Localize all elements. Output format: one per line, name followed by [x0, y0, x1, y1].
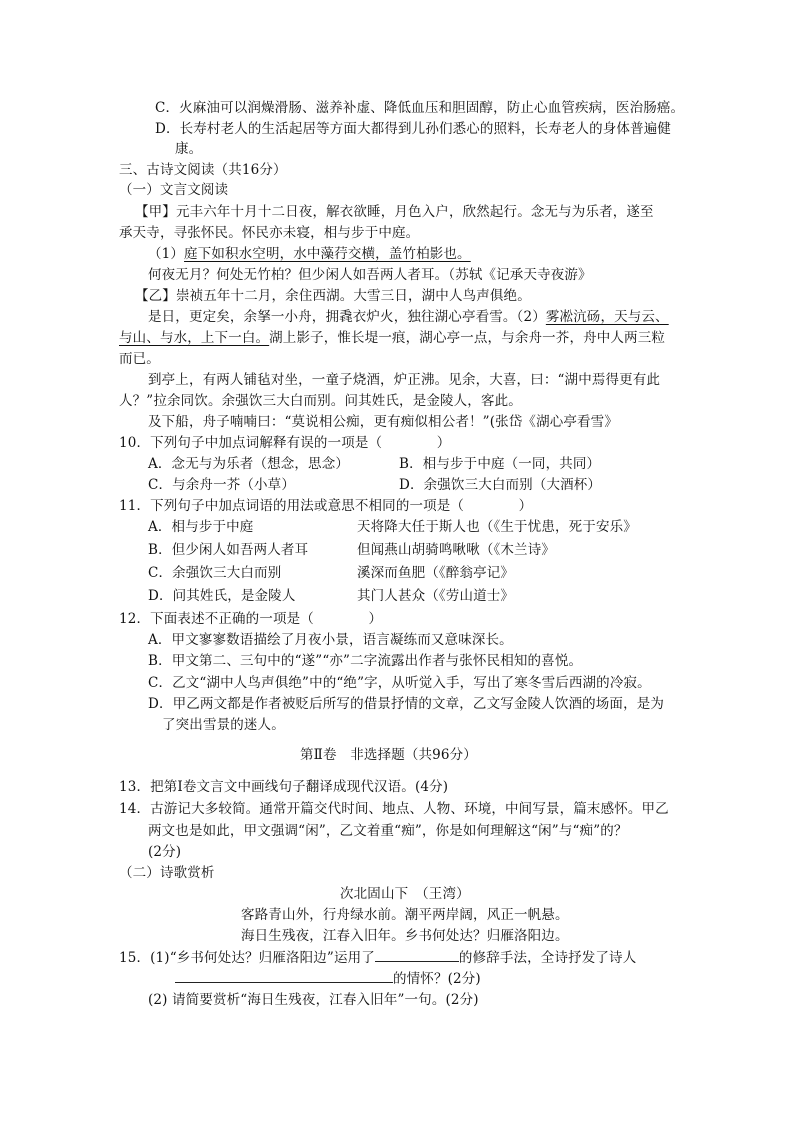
section3-heading: 三、古诗文阅读（共16分）	[119, 162, 287, 178]
poetry-section-heading: （二）诗歌赏析	[119, 865, 215, 881]
q13: 13．把第Ⅰ卷文言文中画线句子翻译成现代汉语。(4分)	[119, 779, 449, 795]
passage-jia-line1: 【甲】元丰六年十月十二日夜，解衣欲睡，月色入户，欣然起行。念无与为乐者，遂至	[135, 204, 654, 220]
q9-option-c: C．火麻油可以润燥滑肠、滋养补虚、降低血压和胆固醇，防止心血管疾病，医治肠癌。	[155, 100, 685, 116]
q14-line3: (2分)	[148, 844, 182, 860]
sentence-number: （1）	[148, 246, 185, 262]
q15-part1-text-cont: 的修辞手法，全诗抒发了诗人	[458, 950, 637, 966]
q10-option-a: A．念无与为乐者（想念，思念）	[148, 456, 349, 472]
q11-option-d: D．问其姓氏，是金陵人	[148, 588, 296, 604]
underlined-sentence-2a: 雾凇沆砀，天与云、	[545, 309, 669, 325]
q10-option-c: C．与余舟一芥（小草）	[148, 477, 295, 493]
passage-jia-line4: 何夜无月？何处无竹柏？但少闲人如吾两人者耳。（苏轼《记承天寺夜游》	[148, 267, 592, 283]
q12-stem: 12．下面表述不正确的一项是（ ）	[119, 611, 383, 627]
poem-line1: 客路青山外，行舟绿水前。潮平两岸阔，风正一帆悬。	[241, 907, 569, 923]
answer-blank-emotion[interactable]	[175, 970, 393, 983]
q10-option-b: B．相与步于中庭（一同，共同）	[399, 456, 601, 472]
q12-option-a: A．甲文寥寥数语描绘了月夜小景，语言凝练而又意味深长。	[148, 632, 513, 648]
q10-option-d: D．余强饮三大白而别（大酒杯）	[399, 477, 602, 493]
passage-jia-line2: 承天寺，寻张怀民。怀民亦未寝，相与步于中庭。	[119, 225, 420, 241]
passage-jia-line3	[148, 245, 471, 263]
q11-option-b: B．但少闲人如吾两人者耳	[148, 542, 309, 558]
underlined-sentence-2b: 与山、与水，上下一白。	[119, 330, 270, 346]
q15-part1-text-end: 的情怀？(2分)	[393, 971, 481, 987]
passage-yi-line2	[148, 308, 669, 326]
q11-option-a: A．相与步于中庭	[148, 519, 254, 535]
q12-option-c: C．乙文“湖中人鸟声俱绝”中的“绝”字，从听觉入手，写出了寒冬雪后西湖的冷寂。	[148, 675, 651, 691]
q14-line1: 14．古游记大多较简。通常开篇交代时间、地点、人物、环境，中间写景，篇末感怀。甲乙	[119, 801, 669, 817]
q9-option-d-line2: 康。	[175, 141, 203, 157]
q14-line2: 两文也是如此，甲文强调“闲”，乙文着重“痴”，你是如何理解这“闲”与“痴”的？	[148, 823, 628, 839]
passage-yi-line2-text: 是日，更定矣，余拏一小舟，拥毳衣炉火，独往湖心亭看雪。（2）	[148, 309, 546, 325]
q11-option-b-compare: 但闻燕山胡骑鸣啾啾（《木兰诗》	[357, 542, 555, 558]
answer-blank-rhetoric[interactable]	[375, 949, 459, 962]
q9-option-d-line1: D．长寿村老人的生活起居等方面大都得到儿孙们悉心的照料，长寿老人的身体普遍健	[155, 121, 672, 137]
q12-option-d-line2: 了突出雪景的迷人。	[162, 717, 285, 733]
q15-part2: (2) 请简要赏析“海日生残夜，江春入旧年”一句。(2分)	[148, 992, 479, 1008]
q11-option-c-compare: 溪深而鱼肥（《醉翁亭记》	[357, 565, 515, 581]
q11-option-a-compare: 天将降大任于斯人也（《生于忧患，死于安乐》	[357, 519, 637, 535]
passage-yi-line3-text: 湖上影子，惟长堤一痕，湖心亭一点，与余舟一芥，舟中人两三粒	[269, 330, 666, 346]
q11-option-d-compare: 其门人甚众（《劳山道士》	[357, 588, 515, 604]
q10-stem: 10．下列句子中加点词解释有误的一项是（ ）	[119, 435, 451, 451]
q12-option-d-line1: D．甲乙两文都是作者被贬后所写的借景抒情的文章，乙文写金陵人饮酒的场面，是为	[148, 696, 665, 712]
classical-prose-heading: （一）文言文阅读	[119, 182, 229, 198]
q11-option-c: C．余强饮三大白而别	[148, 565, 282, 581]
q11-stem: 11．下列句子中加点词语的用法或意思不相同的一项是（ ）	[119, 498, 533, 514]
passage-yi-line4: 而已。	[119, 351, 160, 367]
passage-yi-line1: 【乙】崇祯五年十二月，余住西湖。大雪三日，湖中人鸟声俱绝。	[135, 288, 531, 304]
q15-part1-line2	[175, 970, 481, 988]
passage-yi-line3	[119, 329, 665, 347]
q15-part1-text: 15．(1)“乡书何处达？归雁洛阳边”运用了	[119, 950, 375, 966]
underlined-sentence-1: 庭下如积水空明，水中藻荇交横，盖竹柏影也。	[184, 246, 471, 262]
poem-title: 次北固山下 （王湾）	[340, 886, 470, 902]
q15-part1-line1	[119, 949, 636, 967]
passage-yi-line6: 人？”拉余同饮。余强饮三大白而别。问其姓氏，是金陵人，客此。	[119, 393, 522, 409]
poem-line2: 海日生残夜，江春入旧年。乡书何处达？归雁洛阳边。	[241, 928, 569, 944]
passage-yi-line7: 及下船，舟子喃喃曰：“莫说相公痴，更有痴似相公者！”(张岱《湖心亭看雪》	[148, 414, 618, 430]
passage-yi-line5: 到亭上，有两人铺毡对坐，一童子烧酒，炉正沸。见余，大喜，曰：“湖中焉得更有此	[148, 372, 661, 388]
q12-option-b: B．甲文第二、三句中的“遂”“亦”二字流露出作者与张怀民相知的喜悦。	[148, 653, 583, 669]
part2-title: 第Ⅱ卷 非选择题（共96分）	[300, 747, 477, 763]
